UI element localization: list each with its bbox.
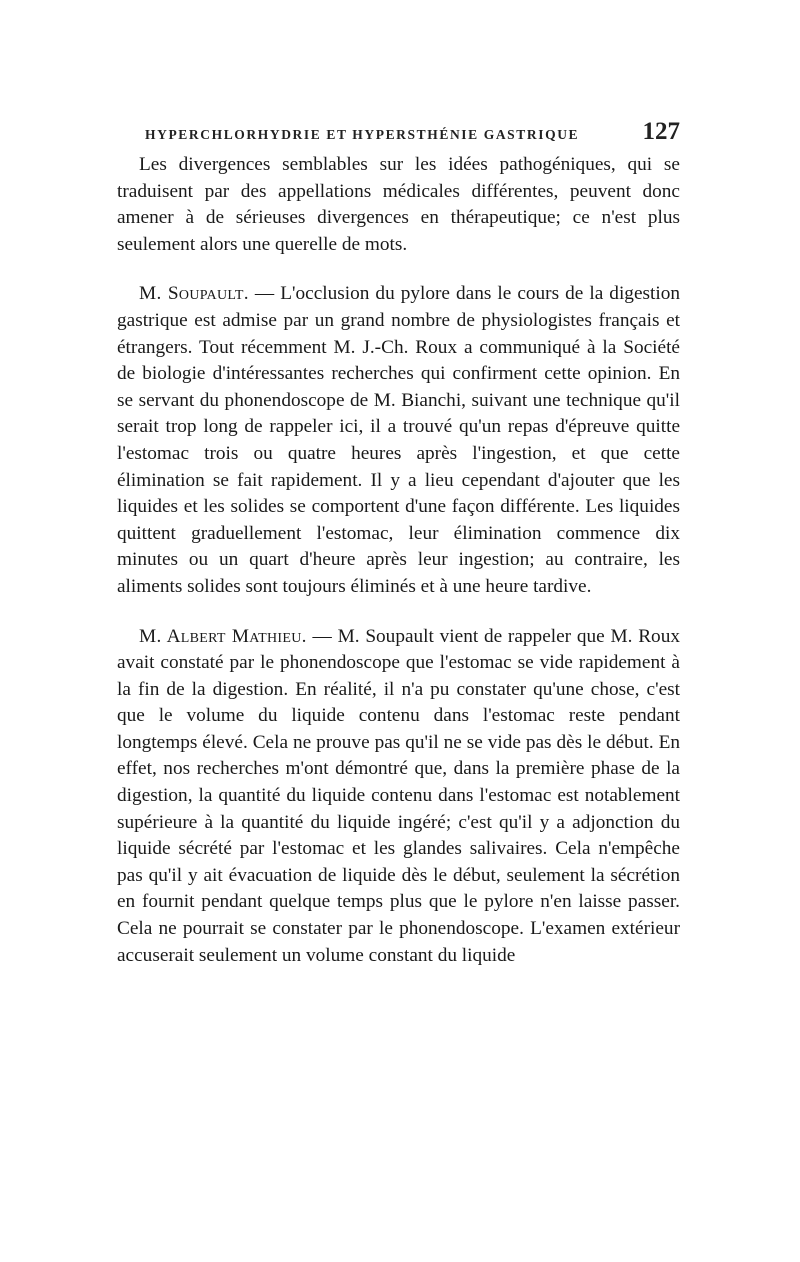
paragraph-divergences: [117, 152, 680, 258]
running-title: HYPERCHLORHYDRIE ET HYPERSTHÉNIE GASTRIQUE: [145, 127, 580, 142]
paragraph-text: — M. Soupault vient de rappeler que M. Roux avait constaté par le phonendoscope que l'estomac se vide rapidement à la fin de la digestion. En réalité, il n'a pu constater qu'une chose, c'est que le volume du liquide contenu dans l'estomac reste pendant longtemps élevé. Cela ne prouve pas qu'il ne se vide pas dès le début. En effet, nos recherches m'ont démontré que, dans la première phase de la digestion, la quantité du liquide contenu dans l'estomac est notablement supérieure à la quantité du liquide ingéré; c'est qu'il y a adjonction du liquide sécrété par l'estomac et les glandes salivaires. Cela n'empêche pas qu'il y ait évacuation de liquide dès le début, seulement la sécrétion en fournit pendant quelque temps plus que le pylore n'en laisse passer. Cela ne pourrait se constater par le phonendoscope. L'examen extérieur accuserait seulement un volume constant du liquide: [117, 625, 680, 966]
speaker-name: M. Albert Mathieu.: [139, 625, 307, 647]
paragraph-text: — L'occlusion du pylore dans le cours de la digestion gastrique est admise par un grand nombre de physiologistes français et étrangers. Tout récemment M. J.-Ch. Roux a communiqué à la Société de biologie d'intéressantes recherches qui confirment cette opinion. En se servant du phonendoscope de M. Bianchi, suivant une technique qu'il serait trop long de rappeler ici, il a trouvé qu'un repas d'épreuve quitte l'estomac trois ou quatre heures après l'ingestion, et que cette élimination se fait rapidement. Il y a lieu cependant d'ajouter que les liquides et les solides se comportent d'une façon différente. Les liquides quittent graduellement l'estomac, leur élimination commence dix minutes ou un quart d'heure après leur ingestion; au contraire, les aliments solides sont toujours éliminés et à une heure tardive.: [117, 283, 680, 597]
paragraph-text: Les divergences semblables sur les idées pathogéniques, qui se traduisent par des appellations médicales différentes, peuvent donc amener à de sérieuses divergences en thérapeutique; ce n'est plus seulement alors une querelle de mots.: [117, 154, 680, 255]
speaker-name: M. Soupault.: [139, 283, 249, 305]
paragraph-soupault: [117, 281, 680, 600]
running-head: [145, 118, 680, 152]
paragraph-mathieu: [117, 624, 680, 970]
page-number: 127: [642, 118, 680, 145]
book-page: [117, 118, 680, 969]
